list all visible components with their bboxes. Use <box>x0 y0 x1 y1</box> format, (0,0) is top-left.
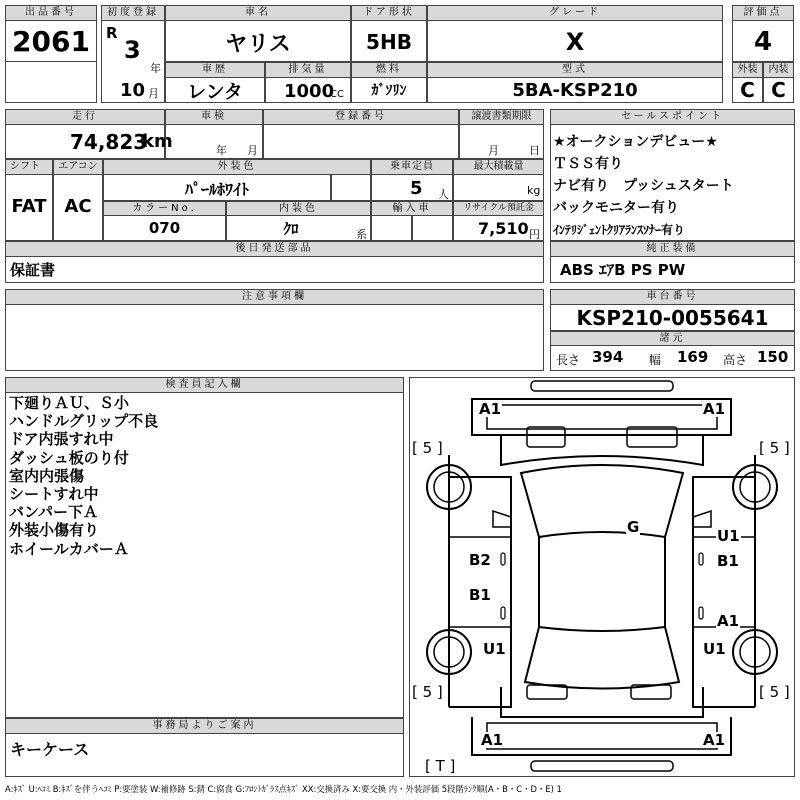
front-bumper-line <box>487 405 717 429</box>
shift-value: FAT <box>11 196 47 217</box>
mark-rear-left: A1 <box>481 731 504 749</box>
sales-points-list <box>553 131 734 241</box>
grade-header: グレード <box>427 5 723 21</box>
year-unit: 年 <box>150 62 161 75</box>
month-value: 10 <box>120 80 146 101</box>
width-label: 幅 <box>649 353 662 367</box>
import-cell-a <box>371 215 412 241</box>
body-left <box>449 455 511 707</box>
mark-right-rear-quarter: U1 <box>703 640 726 658</box>
sales-point-2: ＴＳＳ有り <box>553 156 623 172</box>
headlight-right <box>627 427 677 447</box>
model-value: 5BA-KSP210 <box>512 79 638 101</box>
ac-value: AC <box>64 196 92 217</box>
score-header: 評価点 <box>732 5 794 21</box>
inspector-note-1: 下廻りＡＵ、Ｓ小 <box>9 394 130 412</box>
height-label: 高さ <box>723 353 748 367</box>
inspector-note-4: ダッシュ板のり付 <box>9 448 129 467</box>
mileage-value: 74,823 <box>70 130 148 154</box>
trunk-shape <box>501 687 703 717</box>
km-unit: km <box>142 131 173 152</box>
inspector-note-8: 外装小傷有り <box>9 521 100 540</box>
recycle-header: リサイクル預託金 <box>453 201 544 216</box>
front-bumper-shape <box>531 381 673 391</box>
capacity-value: 5 <box>410 178 423 199</box>
headlight-left <box>527 427 565 447</box>
color-no-header: カラーNo. <box>103 201 226 216</box>
shift-header: シフト <box>5 159 53 175</box>
width-value: 169 <box>677 348 709 366</box>
mark-left-rear-quarter: U1 <box>483 640 506 658</box>
mark-tire-fr: [ 5 ] <box>759 439 790 457</box>
sales-point-4: バックモニター有り <box>553 200 679 216</box>
lot-no-header: 出品番号 <box>5 5 97 21</box>
body-right <box>693 455 755 707</box>
mark-right-front-door-u: U1 <box>717 527 740 545</box>
car-name-value: ヤリス <box>225 31 291 57</box>
inspector-note-6: シートすれ中 <box>9 485 99 504</box>
fuel-value: ｶﾞｿﾘﾝ <box>371 83 407 99</box>
lot-no-value: 2061 <box>12 24 90 58</box>
chassis-value: KSP210-0055641 <box>576 306 769 330</box>
inspector-list <box>9 394 158 558</box>
displacement-value: 1000 <box>284 80 335 102</box>
inspection-month-unit: 月 <box>247 144 258 157</box>
windshield-shape <box>521 465 683 537</box>
transfer-header: 譲渡書類期限 <box>459 109 544 125</box>
displacement-header: 排気量 <box>265 62 351 78</box>
model-header: 型式 <box>427 62 723 78</box>
mark-left-front-door: B2 <box>469 551 491 569</box>
inspector-note-5: 室内内張傷 <box>9 466 85 485</box>
later-parts-header: 後日発送部品 <box>5 241 544 257</box>
car-name-header: 車名 <box>165 5 351 21</box>
sales-point-3: ナビ有り プッシュスタート <box>553 178 734 194</box>
history-header: 車歴 <box>165 62 265 78</box>
equipment-value: ABS ｴｱB PS PW <box>560 261 686 279</box>
capacity-header: 乗車定員 <box>371 159 453 175</box>
first-reg-header: 初度登録 <box>101 5 165 21</box>
int-color-header: 内装色 <box>226 201 371 216</box>
mark-tire-rr: [ 5 ] <box>759 683 790 701</box>
car-diagram <box>409 377 795 777</box>
mark-tire-rl: [ 5 ] <box>412 683 443 701</box>
mark-tire-fl: [ 5 ] <box>412 439 443 457</box>
office-value: キーケース <box>10 740 90 759</box>
cc-unit: CC <box>330 89 344 100</box>
fuel-header: 燃料 <box>351 62 427 78</box>
color-no-value: 070 <box>148 219 181 237</box>
grade-value: X <box>565 28 585 56</box>
roof-shape <box>539 537 665 631</box>
exterior-header: 外装 <box>732 62 763 78</box>
color-value: ﾊﾟｰﾙﾎﾜｲﾄ <box>184 179 249 199</box>
month-unit: 月 <box>148 87 159 100</box>
era-value: R <box>106 24 118 42</box>
handle-right-rear <box>699 607 703 619</box>
kg-unit: kg <box>527 184 541 197</box>
chassis-header: 車台番号 <box>550 289 795 305</box>
mark-front-right: A1 <box>703 400 726 418</box>
mark-rear-right: A1 <box>703 731 726 749</box>
score-value: 4 <box>753 27 773 57</box>
rear-bumper-shape <box>531 761 673 771</box>
import-cell-b <box>412 215 453 241</box>
interior-header: 内装 <box>763 62 794 78</box>
notes-cell <box>5 304 544 371</box>
door-value: 5HB <box>366 30 412 54</box>
mileage-header: 走行 <box>5 109 165 125</box>
dims-header: 諸元 <box>550 331 795 346</box>
length-label: 長さ <box>556 353 581 367</box>
mark-spare: [ T ] <box>425 757 456 775</box>
mark-right-rear-door: A1 <box>717 612 740 630</box>
sales-point-5: ｲﾝﾃﾘｼﾞｪﾝﾄｸﾘｱﾗﾝｽｿﾅｰ有り <box>553 223 686 237</box>
hood-shape <box>501 435 703 465</box>
reg-no-header: 登録番号 <box>263 109 459 125</box>
length-value: 394 <box>592 348 624 366</box>
mirror-right <box>693 511 711 527</box>
color-extra-cell <box>331 174 371 201</box>
mark-front-left: A1 <box>479 400 502 418</box>
transfer-month-unit: 月 <box>488 144 499 157</box>
int-color-value: ｸﾛ <box>283 219 299 238</box>
reg-no-cell <box>263 124 459 159</box>
handle-right-front <box>699 553 703 565</box>
inspector-header: 検査員記入欄 <box>5 377 404 393</box>
ac-header: エアコン <box>53 159 103 175</box>
transfer-day-unit: 日 <box>529 144 540 157</box>
yen-unit: 円 <box>529 228 540 241</box>
inspector-note-2: ハンドルグリップ不良 <box>9 412 159 431</box>
mark-roof: G <box>627 518 640 536</box>
mark-right-front-door-b: B1 <box>717 552 739 570</box>
later-parts-cell <box>5 256 544 283</box>
interior-grade-value: C <box>771 78 786 102</box>
inspection-year-unit: 年 <box>216 144 227 157</box>
inspector-note-7: バンパー下Ａ <box>9 503 98 522</box>
recycle-value: 7,510 <box>478 218 529 238</box>
sales-point-1: ★オークションデビュー★ <box>553 134 718 150</box>
mark-left-rear-door: B1 <box>469 586 491 604</box>
mirror-left <box>493 511 511 527</box>
inspector-note-9: ホイールカバーＡ <box>9 539 129 558</box>
history-value: レンタ <box>187 80 243 103</box>
equipment-header: 純正装備 <box>550 241 795 257</box>
damage-legend: A:ｷｽﾞ U:ﾍｺﾐ B:ｷｽﾞを伴うﾍｺﾐ P:要塗装 W:補修跡 S:錆 C:腐食 G:ﾌﾛﾝﾄｶﾞﾗｽ点ｷｽﾞ XX:交換済み X:要交換 内・外装評価 5段階ﾗﾝｸ順(A・B・C・D・E) 1 <box>5 784 562 794</box>
inspector-note-3: ドア内張すれ中 <box>9 430 114 449</box>
height-value: 150 <box>757 348 789 366</box>
notes-header: 注意事項欄 <box>5 289 544 305</box>
import-header: 輸入車 <box>371 201 453 216</box>
handle-left-front <box>501 553 505 565</box>
color-header: 外装色 <box>103 159 371 175</box>
door-header: ドア形状 <box>351 5 427 21</box>
rear-bumper-line <box>487 723 717 749</box>
sales-points-header: セールスポイント <box>550 109 795 125</box>
kei-unit: 系 <box>356 228 367 241</box>
rear-window-shape <box>525 627 679 689</box>
year-value: 3 <box>124 36 141 64</box>
lot-no-empty-cell <box>5 61 97 103</box>
inspection-header: 車検 <box>165 109 263 125</box>
person-unit: 人 <box>438 188 449 201</box>
later-parts-value: 保証書 <box>10 261 56 279</box>
handle-left-rear <box>501 607 505 619</box>
load-header: 最大積載量 <box>453 159 544 175</box>
office-header: 事務局よりご案内 <box>5 718 404 734</box>
exterior-grade-value: C <box>740 78 755 102</box>
